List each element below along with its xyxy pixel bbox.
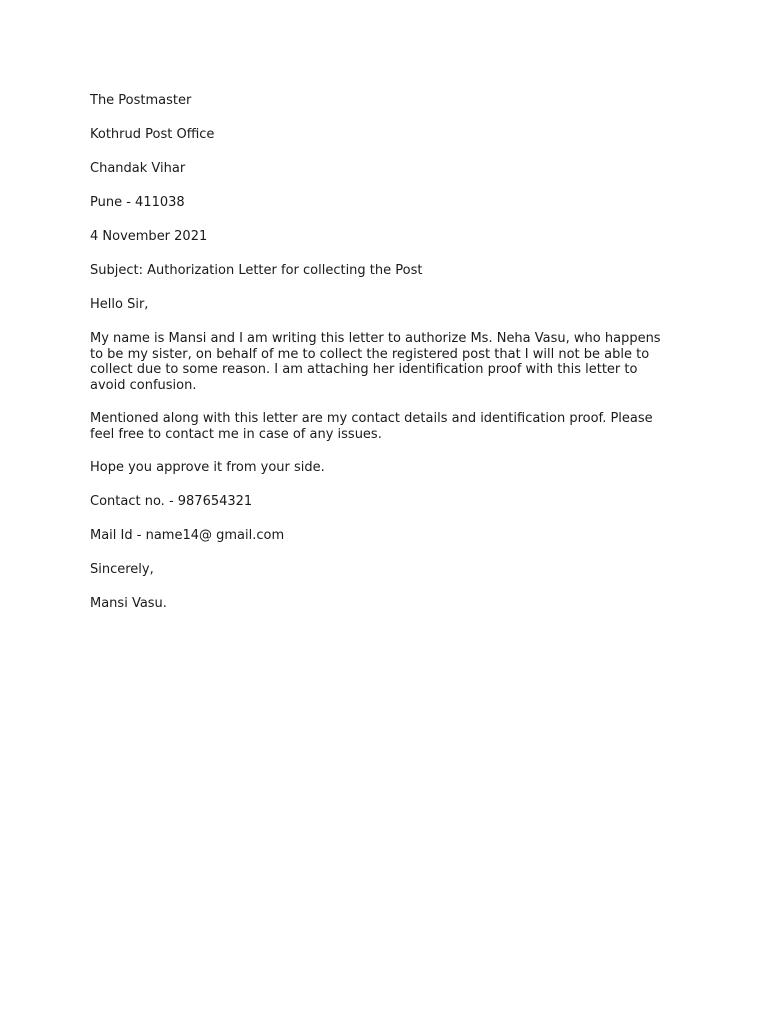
letter-date: 4 November 2021 — [90, 229, 208, 244]
recipient-name: The Postmaster — [90, 93, 192, 108]
mail-id: Mail Id - name14@ gmail.com — [90, 528, 285, 543]
letter-subject: Subject: Authorization Letter for collecting the Post — [90, 263, 423, 278]
salutation: Hello Sir, — [90, 297, 149, 312]
body-paragraph-1: My name is Mansi and I am writing this letter to authorize Ms. Neha Vasu, who happens to be my sister, on behalf of me to collect the registered post that I will not be able to collect due to some reason. I am attaching her identification proof with this letter to avoid confusion. — [90, 331, 661, 393]
letter-document — [90, 93, 680, 630]
recipient-city: Pune - 411038 — [90, 195, 185, 210]
recipient-office: Kothrud Post Office — [90, 127, 215, 142]
body-paragraph-2: Mentioned along with this letter are my contact details and identification proof. Please feel free to contact me in case of any issues. — [90, 411, 653, 442]
contact-number: Contact no. - 987654321 — [90, 494, 253, 509]
recipient-area: Chandak Vihar — [90, 161, 186, 176]
body-paragraph-3: Hope you approve it from your side. — [90, 460, 325, 475]
closing: Sincerely, — [90, 562, 154, 577]
signature: Mansi Vasu. — [90, 596, 167, 611]
